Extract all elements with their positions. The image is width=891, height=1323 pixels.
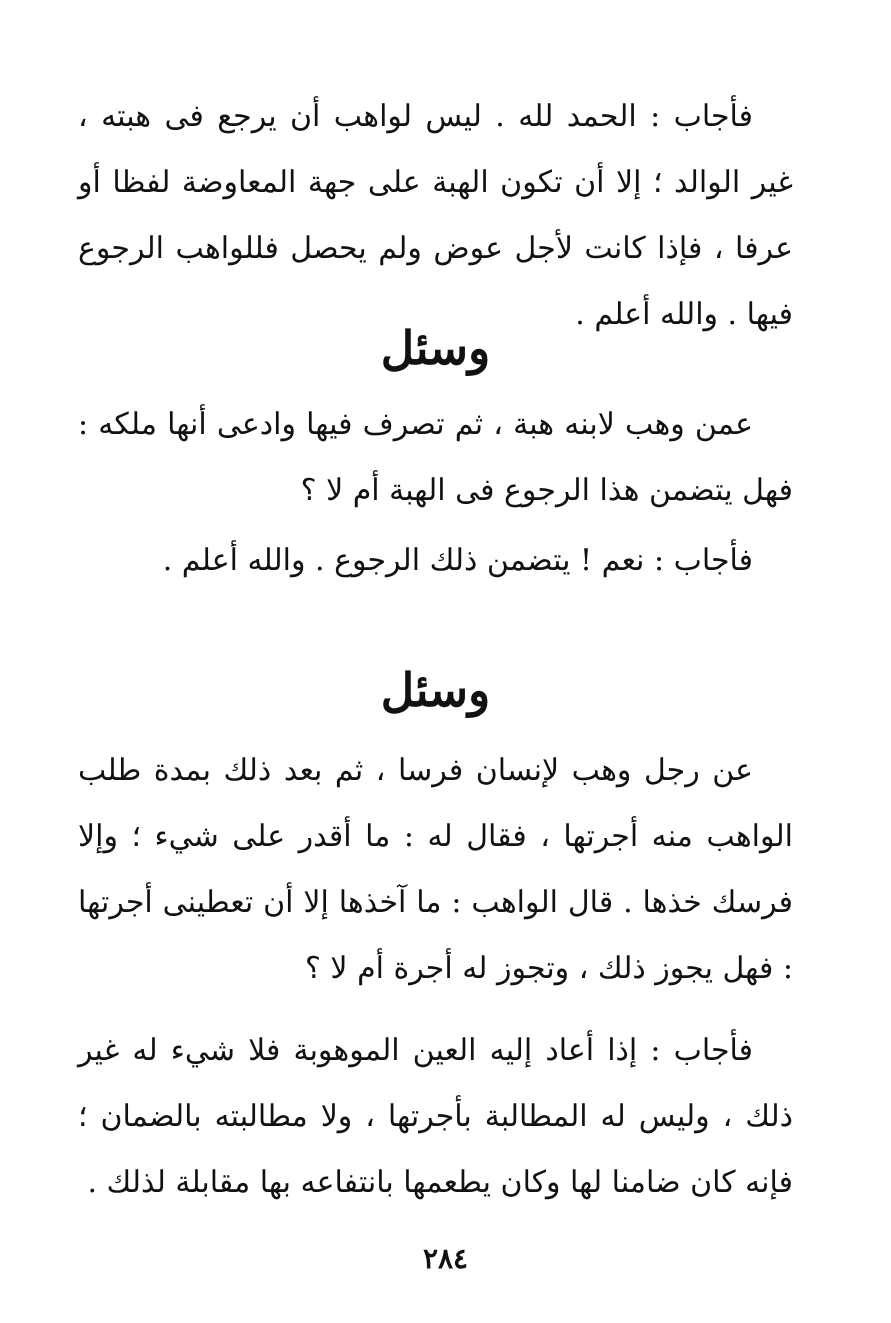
page-number: ٢٨٤ [422, 1242, 469, 1275]
question-paragraph-2: عن رجل وهب لإنسان فرسا ، ثم بعد ذلك بمدة طلب الواهب منه أجرتها ، فقال له : ما أقدر على شيء ؛ وإلا فرسك خذها . قال الواهب : ما آخذها إلا أن تعطينى أجرتها : فهل يجوز ذلك ، وتجوز له أجرة أم لا ؟ [78, 753, 793, 986]
section-heading-1: وسئل [380, 321, 491, 375]
answer-paragraph-2: فأجاب : نعم ! يتضمن ذلك الرجوع . والله أعلم . [162, 543, 753, 578]
answer-paragraph-3: فأجاب : إذا أعاد إليه العين الموهوبة فلا شيء له غير ذلك ، وليس له المطالبة بأجرتها ، ولا مطالبته بالضمان ؛ فإنه كان ضامنا لها وكان يطعمها بانتفاعه بها مقابلة لذلك . [78, 1033, 793, 1200]
section-heading-2: وسئل [380, 663, 491, 717]
question-paragraph-1: عمن وهب لابنه هبة ، ثم تصرف فيها وادعى أنها ملكه : فهل يتضمن هذا الرجوع فى الهبة أم لا ؟ [78, 407, 793, 508]
answer-paragraph-1: فأجاب : الحمد لله . ليس لواهب أن يرجع فى هبته ، غير الوالد ؛ إلا أن تكون الهبة على جهة المعاوضة لفظا أو عرفا ، فإذا كانت لأجل عوض ولم يحصل فللواهب الرجوع فيها . والله أعلم . [78, 99, 793, 332]
